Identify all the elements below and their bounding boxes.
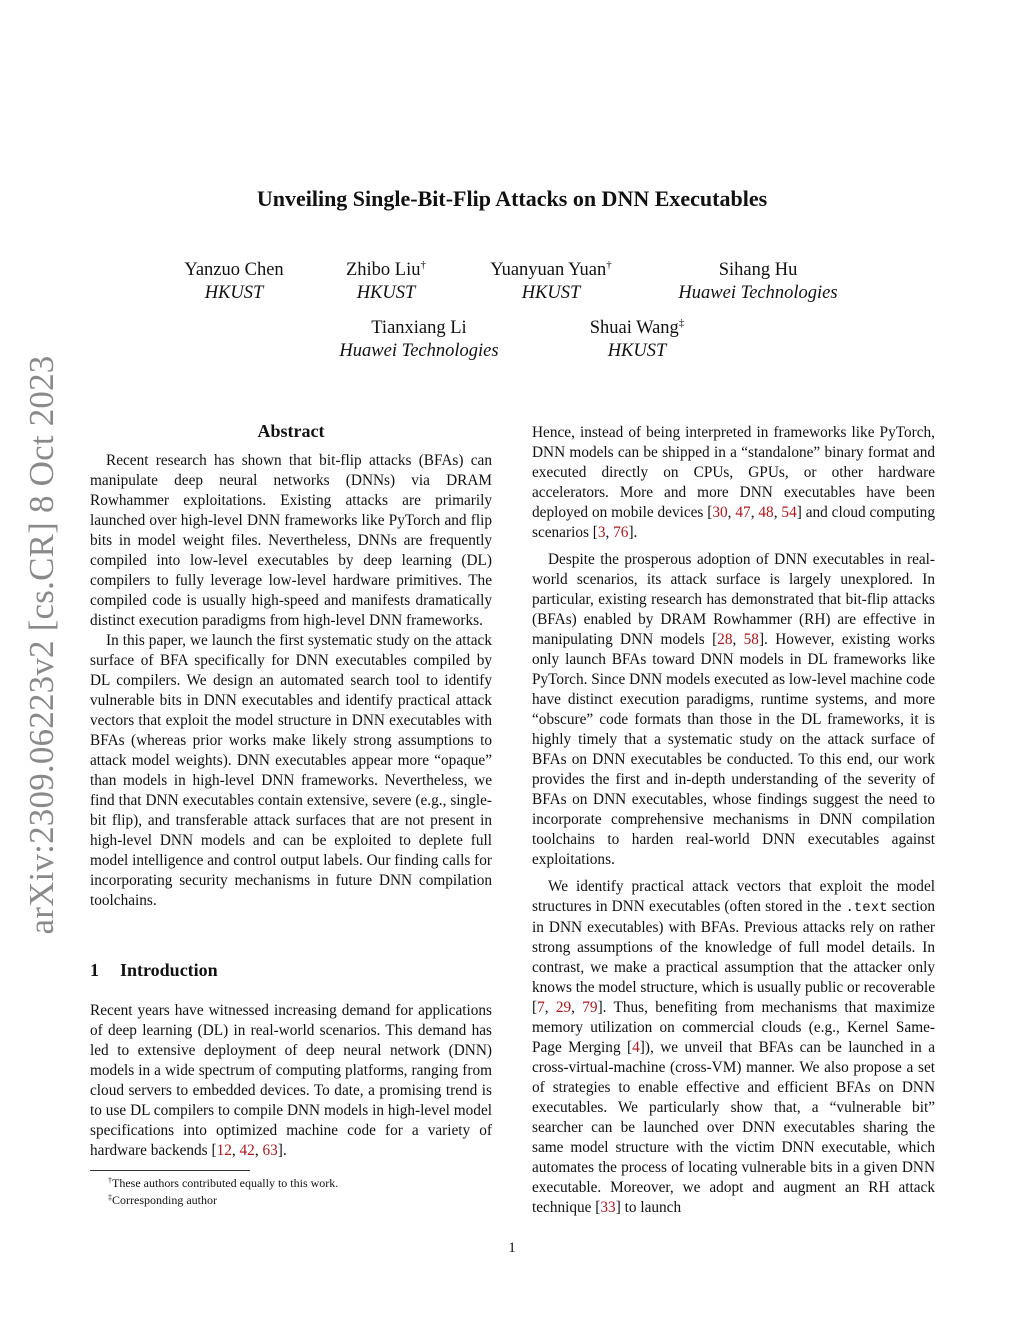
abstract-paragraph: Recent research has shown that bit-flip attacks (BFAs) can manipulate deep neural networks (DNNs) via DRAM Rowhammer exploitations. Existing attacks are primarily launched over high-level DNN frameworks like PyTorch and flip bits in model weight files. Nevertheless, DNNs are frequently compiled into low-level executables by deep learning (DL) compilers to fully leverage low-level hardware primitives. The compiled code is usually high-speed and manifests dramatically distinct execution paradigms from high-level DNN frameworks. xyxy=(90,452,492,629)
paper-title: Unveiling Single-Bit-Flip Attacks on DNN Executables xyxy=(256,186,768,211)
footnote-rule xyxy=(90,1170,250,1171)
body-paragraph: Despite the prosperous adoption of DNN executables in real-world scenarios, its attack surface is largely unexplored. In particular, existing research has demonstrated that bit-flip attacks (BFAs) enabled by DRAM Rowhammer (RH) are effective in manipulating DNN models [28, 58]. However, existing works only launch BFAs toward DNN models in DL frameworks like PyTorch. Since DNN models executed as low-level machine code have distinct execution paradigms, runtime systems, and more “obscure” code formats than those in the DL frameworks, it is highly timely that a systematic study on the attack surface of BFAs on DNN executables be conducted. To this end, our work provides the first and in-depth understanding of the severity of BFAs on DNN executables, whose findings suggest the need to incorporate comprehensive mechanisms in DNN compilation toolchains to harden real-world DNN executables against exploitations. xyxy=(532,551,935,868)
author-block xyxy=(431,259,671,305)
body-paragraph: We identify practical attack vectors that exploit the model structures in DNN executables (often stored in the .text section in DNN executables) with BFAs. Previous attacks rely on rather strong assumptions of the knowledge of full model details. In contrast, we make a practical assumption that the attacker only knows the model structure, which is usually public or recoverable [7, 29, 79]. Thus, benefiting from mechanisms that maximize memory utilization on commercial clouds (e.g., Kernel Same-Page Merging [4]), we unveil that BFAs can be launched in a cross-virtual-machine (cross-VM) manner. We also propose a set of strategies to enable effective and efficient BFAs on DNN executables. We particularly show that, a “vulnerable bit” searcher can be launched over DNN executables sharing the same model structure with the victim DNN executable, which automates the process of locating vulnerable bits in a given DNN executable. Moreover, we adopt and augment an RH attack technique [33] to launch xyxy=(532,878,935,1216)
author-affiliation: HKUST xyxy=(607,341,667,361)
citation-link[interactable]: 29 xyxy=(555,999,572,1016)
author-block xyxy=(517,317,757,363)
author-affiliation: Huawei Technologies xyxy=(339,341,499,361)
author-name: Sihang Hu xyxy=(718,260,798,280)
author-name: Zhibo Liu† xyxy=(345,259,426,280)
citation-link[interactable]: 79 xyxy=(582,999,598,1016)
citation-link[interactable]: 33 xyxy=(600,1199,616,1216)
author-name: Tianxiang Li xyxy=(371,318,467,338)
citation-link[interactable]: 12 xyxy=(216,1142,232,1159)
author-affiliation: HKUST xyxy=(356,283,416,303)
intro-body xyxy=(90,1001,492,1161)
citation-link[interactable]: 76 xyxy=(613,524,629,541)
abstract-paragraph: In this paper, we launch the first systematic study on the attack surface of BFA specifically for DNN executables compiled by DL compilers. We design an automated search tool to identify vulnerable bits in DNN executables and identify practical attack vectors that exploit the model structure in DNN executables with BFAs (whereas prior works make likely strong assumptions to attack model weights). DNN executables appear more “opaque” than models in high-level DNN frameworks. Nevertheless, we find that DNN executables contain extensive, severe (e.g., single-bit flip), and transferable attack surfaces that are not present in high-level DNN models and can be exploited to deplete full model intelligence and control output labels. Our finding calls for incorporating security mechanisms in future DNN compilation toolchains. xyxy=(90,632,492,909)
section-title: Introduction xyxy=(120,960,218,980)
author-name: Yanzuo Chen xyxy=(184,260,284,280)
citation-link[interactable]: 30 xyxy=(712,504,728,521)
citation-link[interactable]: 48 xyxy=(758,504,774,521)
intro-paragraph: Recent years have witnessed increasing demand for applications of deep learning (DL) in real-world scenarios. This demand has led to extensive deployment of deep neural network (DNN) models in a wide spectrum of computing platforms, ranging from cloud servers to embedded devices. To date, a promising trend is to use DL compilers to compile DNN models in high-level model specifications into optimized machine code for a variety of hardware backends [12, 42, 63]. xyxy=(90,1002,492,1159)
right-column xyxy=(532,423,935,1218)
citation-link[interactable]: 42 xyxy=(239,1142,255,1159)
author-name: Yuanyuan Yuan† xyxy=(490,259,612,280)
arxiv-sidebar xyxy=(14,355,70,935)
author-affiliation: HKUST xyxy=(521,283,581,303)
author-block xyxy=(638,259,878,305)
section-number: 1 xyxy=(90,960,99,980)
citation-link[interactable]: 54 xyxy=(781,504,797,521)
author-block xyxy=(299,317,539,363)
inline-code: .text xyxy=(845,900,888,916)
author-affiliation: Huawei Technologies xyxy=(678,283,838,303)
citation-link[interactable]: 63 xyxy=(262,1142,278,1159)
footnote-equal-contribution: †These authors contributed equally to this work. xyxy=(108,1176,339,1190)
author-name: Shuai Wang‡ xyxy=(589,317,685,338)
citation-link[interactable]: 3 xyxy=(597,524,606,541)
author-affiliation: HKUST xyxy=(204,283,264,303)
citation-link[interactable]: 58 xyxy=(743,631,759,648)
abstract-heading: Abstract xyxy=(257,421,325,441)
citation-link[interactable]: 4 xyxy=(632,1039,640,1056)
abstract-body xyxy=(90,451,492,911)
footnote-corresponding-author: ‡Corresponding author xyxy=(108,1193,217,1207)
citation-link[interactable]: 7 xyxy=(537,999,545,1016)
citation-link[interactable]: 28 xyxy=(717,631,733,648)
arxiv-identifier: arXiv:2309.06223v2 [cs.CR] 8 Oct 2023 xyxy=(22,355,61,935)
citation-link[interactable]: 47 xyxy=(735,504,751,521)
page-number: 1 xyxy=(508,1240,516,1256)
footnotes xyxy=(90,1175,492,1209)
section-heading xyxy=(90,960,218,981)
body-paragraph: Hence, instead of being interpreted in frameworks like PyTorch, DNN models can be shipped in a “standalone” binary format and executed directly on CPUs, GPUs, or other hardware accelerators. More and more DNN executables have been deployed on mobile devices [30, 47, 48, 54] and cloud computing scenarios [3, 76]. xyxy=(532,424,935,541)
